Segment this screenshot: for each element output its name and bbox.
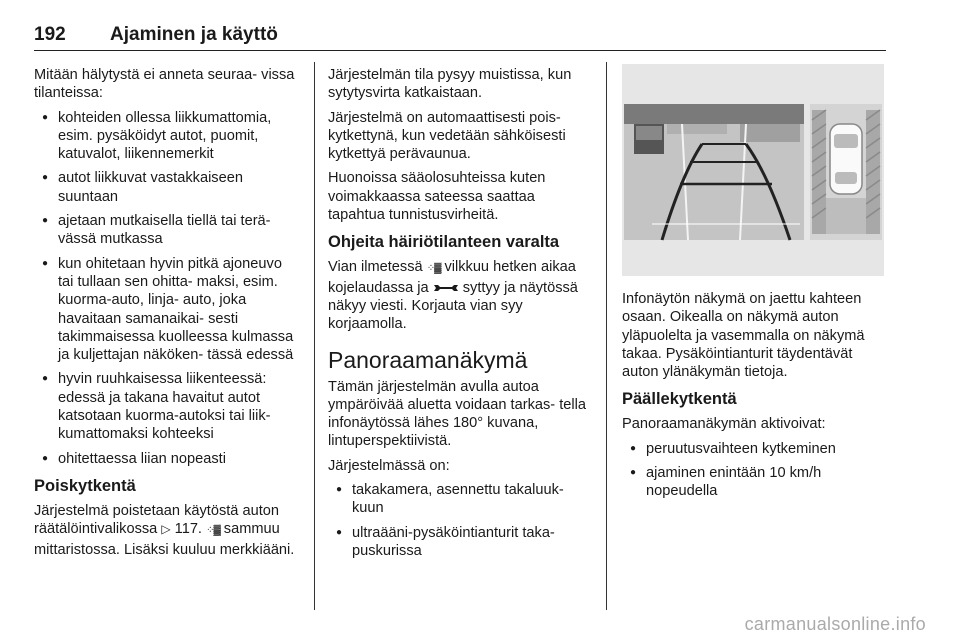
list-item: ● ajetaan mutkaisella tiellä tai terä- vässä mutkassa bbox=[34, 212, 300, 249]
list-item: ● ohitettaessa liian nopeasti bbox=[34, 450, 300, 468]
watermark: carmanualsonline.info bbox=[744, 614, 926, 634]
list-item: ● kun ohitetaan hyvin pitkä ajoneuvo tai tullaan sen ohitta- maksi, esim. kuorma-auto, linja- auto, joka havaitaan samanaikai- sesti takimmaisessa kuolleessa kulmassa ja kuljettajan näköken- tässä edessä bbox=[34, 255, 300, 365]
section-title: Panoraamanäkymä bbox=[328, 346, 528, 373]
poiskytkenta-paragraph: Järjestelmä poistetaan käytöstä auton räätälöintivalikossa ▷ 117. ⁘▓ sammuu mittaristossa. Lisäksi kuuluu merkkiääni. bbox=[34, 502, 295, 558]
column-3 bbox=[622, 290, 888, 507]
list-item: ● ultraääni-pysäköintianturit taka- puskurissa bbox=[328, 524, 594, 561]
list-item: ● takakamera, asennettu takaluuk- kuun bbox=[328, 481, 594, 518]
list-item: ● kohteiden ollessa liikkumattomia, esim. pysäköidyt autot, puomit, katuvalot, liikennemerkit bbox=[34, 109, 300, 164]
column-2 bbox=[328, 66, 594, 566]
panorama-illustration bbox=[622, 64, 884, 276]
paragraph: Tämän järjestelmän avulla autoa ympäröivää aluetta voidaan tarkas- tella infonäytössä lähes 180° kuvana, lintuperspektiivistä. bbox=[328, 378, 586, 450]
figure-caption: Infonäytön näkymä on jaettu kahteen osaan. Oikealla on näkymä auton yläpuolelta ja vasemmalla on näkymä takaa. Pysäköintianturit täydentävät auton ylänäkymän tietoja. bbox=[622, 291, 865, 381]
system-components-list bbox=[328, 481, 594, 560]
paragraph: Järjestelmässä on: bbox=[328, 457, 450, 474]
page-header bbox=[34, 22, 886, 51]
side-blind-spot-icon: ⁘▓ bbox=[206, 525, 220, 537]
heading-fault: Ohjeita häiriötilanteen varalta bbox=[328, 233, 560, 252]
no-alert-list bbox=[34, 109, 300, 468]
reference-arrow-icon: ▷ bbox=[161, 522, 171, 537]
intro-paragraph: Mitään hälytystä ei anneta seuraa- vissa tilanteissa: bbox=[34, 67, 295, 102]
page-number: 192 bbox=[34, 24, 66, 45]
paragraph: Huonoissa sääolosuhteissa kuten voimakkaassa sateessa saattaa tapahtua tunnistusvirheitä. bbox=[328, 170, 546, 224]
column-divider bbox=[606, 62, 607, 610]
paragraph: Panoraamanäkymän aktivoivat: bbox=[622, 416, 826, 433]
chapter-title: Ajaminen ja käyttö bbox=[110, 24, 278, 45]
list-item: ● autot liikkuvat vastakkaiseen suuntaan bbox=[34, 169, 300, 206]
paragraph: Järjestelmän tila pysyy muistissa, kun sytytysvirta katkaistaan. bbox=[328, 67, 572, 102]
list-item: ● ajaminen enintään 10 km/h nopeudella bbox=[622, 464, 888, 501]
panorama-display-figure bbox=[622, 64, 884, 276]
list-item: ● peruutusvaihteen kytkeminen bbox=[622, 440, 888, 458]
list-item: ● hyvin ruuhkaisessa liikenteessä: edessä ja takana havaitut autot katsotaan kuorma-autoksi tai liik- kumattomaksi kohteeksi bbox=[34, 370, 300, 443]
heading-poiskytkenta: Poiskytkentä bbox=[34, 476, 136, 495]
side-blind-spot-icon: ⁘▓ bbox=[426, 263, 441, 275]
paragraph: Järjestelmä on automaattisesti pois- kytkettynä, kun vedetään sähköisesti kytkettyä perävaunua. bbox=[328, 109, 566, 163]
column-divider bbox=[314, 62, 315, 610]
page-reference[interactable]: 117. bbox=[174, 521, 202, 538]
activation-list bbox=[622, 440, 888, 501]
fault-paragraph: Vian ilmetessä ⁘▓ vilkkuu hetken aikaa kojelaudassa ja syttyy ja näytössä näkyy viesti. Korjauta vian syy korjaamolla. bbox=[328, 259, 578, 333]
wrench-icon bbox=[433, 283, 459, 293]
heading-activation: Päällekytkentä bbox=[622, 390, 737, 409]
column-1 bbox=[34, 66, 300, 565]
